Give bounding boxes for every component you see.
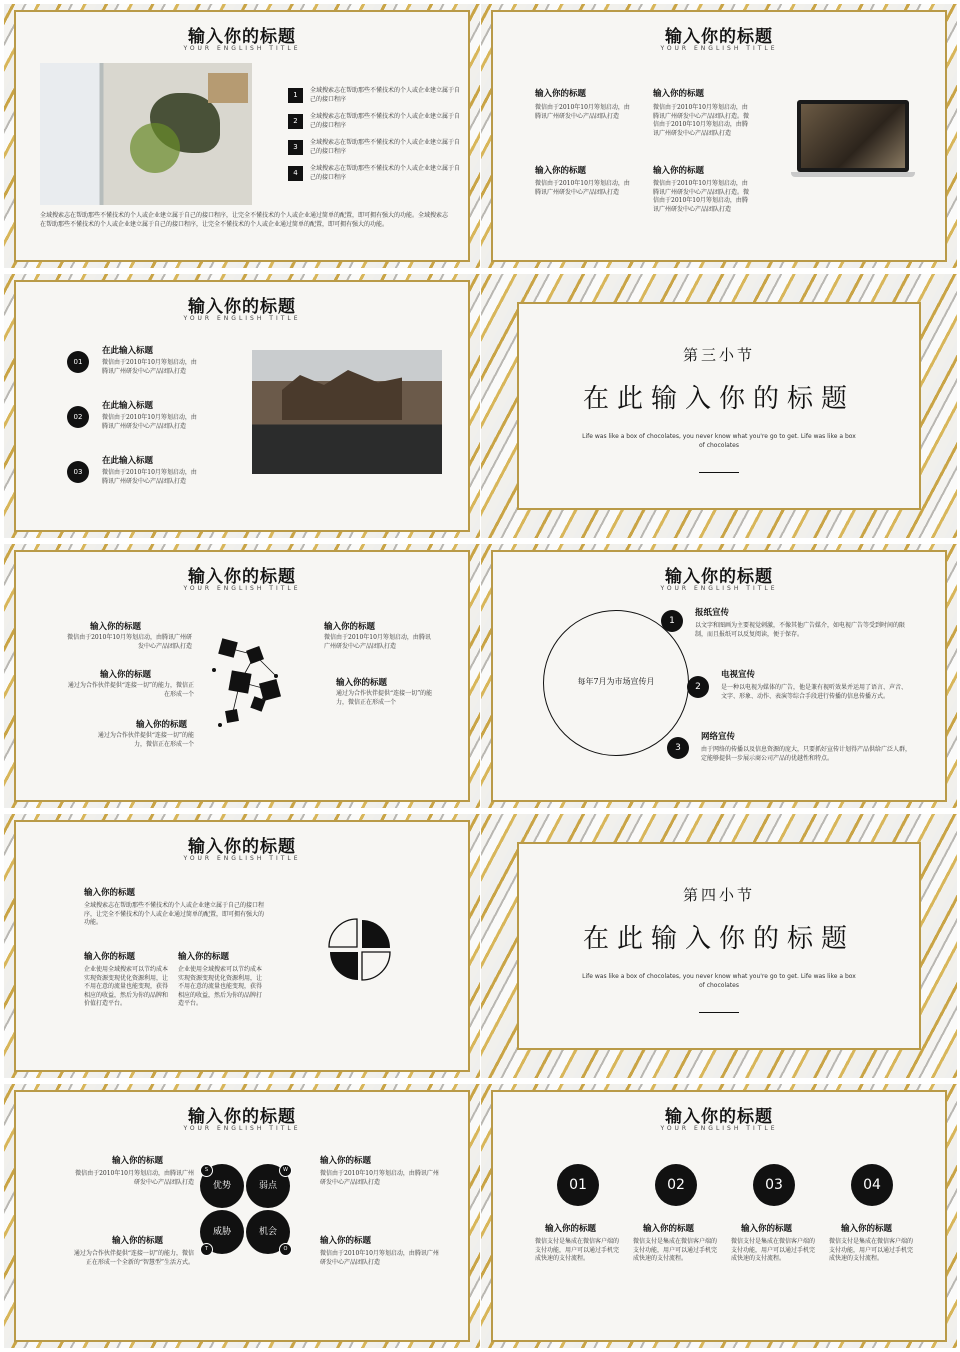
slide-subtitle: YOUR ENGLISH TITLE [183,315,301,322]
slide-8-section[interactable] [481,814,957,1078]
slide-2[interactable] [481,4,957,268]
step-text: 微信支付是集成在微信客户端的支付功能，用户可以通过手机完成快速的支付流程。 [731,1238,816,1262]
plant-photo [40,63,252,205]
ring-center-text: 每年7月为市场宣传月 [577,677,655,686]
step-heading: 输入你的标题 [741,1224,793,1234]
list-number: 1 [288,88,303,103]
list-item-text: 全域搜索志在帮助那些不懂技术的个人或企业建立属于自己的接口程序 [310,87,461,103]
section-title: 在此输入你的标题 [582,924,855,954]
step-badge: 3 [667,737,689,759]
step-text: 是一种以电视为媒体的广告，他是兼有视听效果并运用了语言、声音、文字、形象、动作、表演等综合手段进行传播的信息传播方式。 [721,684,908,700]
block-text: 企业使用全域搜索可以节约成本实现资源变现优化资源利用，让不用在意的流量也能变现，获得相应的收益，然后为你的品牌打造平台。 [178,966,263,1007]
block-text: 微信由于2010年10月筹划启动，由腾讯广州研发中心产品团队打造 [324,634,431,650]
step-text: 以文字和图画为主要视觉刺激，不像其他广告媒介，如电视广告等受到时间的限制，而且报纸可以反复阅读，便于保存。 [695,622,906,638]
block-heading: 输入你的标题 [84,952,136,962]
slide-3[interactable] [4,274,480,538]
swot-letter-s: S [200,1164,213,1177]
slide-subtitle: YOUR ENGLISH TITLE [660,45,778,52]
section-number: 第三小节 [682,346,755,364]
block-text: 通过为合作伙伴提供“连接一切”的能力，微信正在形成一个 [97,732,194,748]
block-text: 微信由于2010年10月筹划启动，由腾讯广州研发中心产品团队打造 [535,180,630,196]
block-text: 微信由于2010年10月筹划启动，由腾讯广州研发中心产品团队打造。微信由于2010年10月筹划启动，由腾讯广州研发中心产品团队打造 [653,104,750,137]
slide-6-panel [491,550,947,802]
list-item-text: 全域搜索志在帮助那些不懂技术的个人或企业建立属于自己的接口程序 [310,165,461,181]
block-heading: 输入你的标题 [136,720,188,730]
petal-graphic [320,910,400,990]
block-heading: 输入你的标题 [90,622,142,632]
item-heading: 在此输入标题 [102,346,154,356]
step-heading: 输入你的标题 [643,1224,695,1234]
body-paragraph: 全域搜索志在帮助那些不懂技术的个人或企业建立属于自己的接口程序，让完全不懂技术的个人或企业通过简单的配置，即可拥有强大的功能。全域搜索志在帮助那些不懂技术的个人或企业建立属于自己的接口程序，让完全不懂技术的个人或企业通过简单的配置，即可拥有强大的功能。 [40,212,449,228]
block-heading: 输入你的标题 [535,166,587,176]
item-text: 微信由于2010年10月筹划启动，由腾讯广州研发中心产品团队打造 [102,469,197,485]
block-heading: 输入你的标题 [653,89,705,99]
swot-weakness: 弱点 [246,1164,290,1208]
block-text: 微信由于2010年10月筹划启动，由腾讯广州研发中心产品团队打造。微信由于2010年10月筹划启动，由腾讯广州研发中心产品团队打造 [653,180,750,213]
step-text: 由于网络的传播以及信息资源的庞大，只要抓好宣传计划得产品供给广泛人群，定能够提供一步展示商公司产品的优越性和特点。 [701,746,912,762]
step-circle: 02 [655,1164,697,1206]
number-badge: 01 [67,351,89,373]
slide-5[interactable] [4,544,480,808]
step-badge: 2 [687,676,709,698]
block-heading: 输入你的标题 [320,1236,372,1246]
slide-subtitle: YOUR ENGLISH TITLE [183,1125,301,1132]
step-text: 微信支付是集成在微信客户端的支付功能，用户可以通过手机完成快速的支付流程。 [535,1238,620,1262]
block-heading: 输入你的标题 [653,166,705,176]
block-heading: 输入你的标题 [84,888,136,898]
cube-network-graphic [210,630,300,730]
slide-subtitle: YOUR ENGLISH TITLE [660,1125,778,1132]
block-heading: 输入你的标题 [178,952,230,962]
number-badge: 03 [67,461,89,483]
slide-7-panel [14,820,470,1072]
block-text: 全域搜索志在帮助那些不懂技术的个人或企业建立属于自己的接口程序，让完全不懂技术的个人或企业通过简单的配置，即可拥有强大的功能。 [84,902,265,926]
slide-title: 输入你的标题 [665,567,773,587]
step-heading: 输入你的标题 [545,1224,597,1234]
slide-title: 输入你的标题 [188,297,296,317]
block-heading: 输入你的标题 [112,1156,164,1166]
slide-subtitle: YOUR ENGLISH TITLE [183,585,301,592]
swot-strength: 优势 [200,1164,244,1208]
slide-10[interactable] [481,1084,957,1348]
number-badge: 02 [67,406,89,428]
block-text: 通过为合作伙伴提供“连接一切”的能力，微信正在形成一个全新的“智慧型”生活方式。 [73,1250,194,1266]
block-heading: 输入你的标题 [320,1156,372,1166]
block-text: 微信由于2010年10月筹划启动，由腾讯广州研发中心产品团队打造 [320,1250,439,1266]
step-heading: 报纸宣传 [695,608,730,618]
slide-subtitle: YOUR ENGLISH TITLE [183,45,301,52]
list-item-text: 全域搜索志在帮助那些不懂技术的个人或企业建立属于自己的接口程序 [310,113,461,129]
slide-10-panel [491,1090,947,1342]
list-item-text: 全域搜索志在帮助那些不懂技术的个人或企业建立属于自己的接口程序 [310,139,461,155]
step-text: 微信支付是集成在微信客户端的支付功能，用户可以通过手机完成快速的支付流程。 [829,1238,914,1262]
section-panel [517,302,921,510]
block-heading: 输入你的标题 [336,678,388,688]
divider [699,1012,739,1013]
swot-letter-w: W [279,1164,292,1177]
slide-3-panel [14,280,470,532]
step-heading: 电视宣传 [721,670,756,680]
step-badge: 1 [661,610,683,632]
step-heading: 输入你的标题 [841,1224,893,1234]
divider [699,472,739,473]
slide-9-panel [14,1090,470,1342]
item-heading: 在此输入标题 [102,401,154,411]
item-text: 微信由于2010年10月筹划启动，由腾讯广州研发中心产品团队打造 [102,414,197,430]
list-number: 2 [288,114,303,129]
item-text: 微信由于2010年10月筹划启动，由腾讯广州研发中心产品团队打造 [102,359,197,375]
step-circle: 01 [557,1164,599,1206]
item-heading: 在此输入标题 [102,456,154,466]
block-text: 微信由于2010年10月筹划启动，由腾讯广州研发中心产品团队打造 [75,1170,194,1186]
village-photo [252,350,442,474]
swot-opportunity: 机会 [246,1210,290,1254]
slide-title: 输入你的标题 [188,1107,296,1127]
step-circle: 04 [851,1164,893,1206]
slide-title: 输入你的标题 [188,837,296,857]
swot-threat: 威胁 [200,1210,244,1254]
slide-title: 输入你的标题 [188,27,296,47]
list-number: 4 [288,166,303,181]
slide-title: 输入你的标题 [665,27,773,47]
slide-5-panel [14,550,470,802]
slide-1-panel [14,10,470,262]
slide-2-panel [491,10,947,262]
block-heading: 输入你的标题 [112,1236,164,1246]
block-text: 微信由于2010年10月筹划启动，由腾讯广州研发中心产品团队打造 [320,1170,439,1186]
section-quote: Life was like a box of chocolates, you never know what you're go to get. Life was like a box of chocolates [582,973,856,989]
slide-1[interactable] [4,4,480,268]
section-number: 第四小节 [682,886,755,904]
block-heading: 输入你的标题 [535,89,587,99]
swot-letter-o: O [279,1243,292,1256]
slide-subtitle: YOUR ENGLISH TITLE [660,585,778,592]
list-number: 3 [288,140,303,155]
slide-title: 输入你的标题 [665,1107,773,1127]
swot-letter-t: T [200,1243,213,1256]
laptop-mockup [791,100,915,180]
slide-4-section[interactable] [481,274,957,538]
slide-subtitle: YOUR ENGLISH TITLE [183,855,301,862]
block-heading: 输入你的标题 [100,670,152,680]
slide-title: 输入你的标题 [188,567,296,587]
slide-9[interactable] [4,1084,480,1348]
block-text: 通过为合作伙伴提供“连接一切”的能力，微信正在形成一个 [67,682,194,698]
section-panel [517,842,921,1050]
block-text: 通过为合作伙伴提供“连接一切”的能力，微信正在形成一个 [336,690,433,706]
block-text: 企业使用全域搜索可以节约成本实现资源变现优化资源利用，让不用在意的流量也能变现，获得相应的收益，然后为你的品牌和价值打造平台。 [84,966,169,1007]
slide-6[interactable] [481,544,957,808]
step-circle: 03 [753,1164,795,1206]
block-heading: 输入你的标题 [324,622,376,632]
slide-7[interactable] [4,814,480,1078]
block-text: 微信由于2010年10月筹划启动，由腾讯广州研发中心产品团队打造 [535,104,630,120]
section-quote: Life was like a box of chocolates, you never know what you're go to get. Life was like a box of chocolates [582,433,856,449]
section-title: 在此输入你的标题 [582,384,855,414]
step-text: 微信支付是集成在微信客户端的支付功能，用户可以通过手机完成快速的支付流程。 [633,1238,718,1262]
block-text: 微信由于2010年10月筹划启动，由腾讯广州研发中心产品团队打造 [67,634,192,650]
step-heading: 网络宣传 [701,732,736,742]
